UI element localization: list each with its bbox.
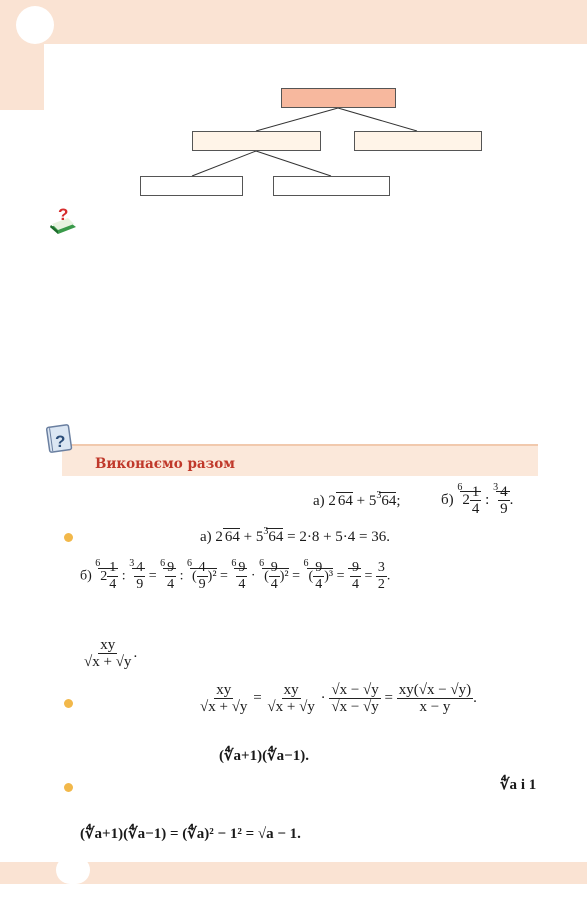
tree-root-box bbox=[281, 88, 396, 108]
tree-left-box bbox=[192, 131, 321, 151]
section-band-rule bbox=[62, 444, 538, 446]
example2-solution: $\frac{xy}{√x + √y}$ = $\frac{xy}{√x + √y}$ · $\frac{√x - √y}{√x - √y}$ = $\frac{xy(√x - √y)}{x - y}$ . bbox=[200, 682, 477, 715]
solution2-bullet bbox=[64, 699, 73, 708]
example1-task-a: а) 2 $64 + 5^364$; bbox=[313, 490, 401, 509]
solution3-bullet bbox=[64, 783, 73, 792]
tree-right-box bbox=[354, 131, 482, 151]
footer-circle-marker bbox=[56, 856, 90, 884]
example3-expression: (∜a+1)(∜a−1). bbox=[219, 748, 309, 764]
example1-task-b: б) $^6$2 $\frac{1}{4}$ : $^3$ $\frac{4}{9}$ . bbox=[441, 482, 514, 517]
tree-leaf-left-box bbox=[140, 176, 243, 196]
tree-leaf-right-box bbox=[273, 176, 390, 196]
svg-text:?: ? bbox=[58, 205, 69, 224]
svg-text:?: ? bbox=[55, 432, 66, 451]
section-title: Виконаємо разом bbox=[95, 456, 235, 472]
example3-tail: ∜a і 1 bbox=[500, 777, 537, 793]
notebook-question-icon bbox=[44, 423, 76, 455]
example2-expression: $\frac{xy}{√x + √y}$ . bbox=[84, 637, 138, 670]
example3-solution: (∜a+1)(∜a−1) = (∜a)² − 1² = √a − 1. bbox=[80, 826, 301, 842]
question-book-icon bbox=[48, 205, 78, 235]
example1-solution-a: а) 2 $64 + 5^364 = 2\cdot 8 + 5\cdot 4 = 36$. bbox=[200, 526, 390, 545]
example1-solution-b: б) $^6$2 $\frac{1}{4}$ : $^3$ $\frac{4}{9}$ = $^6$ $\frac{9}{4}$ : $^6$( $\frac{4}{9}$ )² = $^6$ $\frac{9}{4}$ · $^6$( $\frac{9}{4}$ )² = $^6$( $\frac{9}{4}$ )³ = $\frac{9}{4}$ = $\frac{3}{2}$ . bbox=[80, 558, 391, 592]
solution1-bullet bbox=[64, 533, 73, 542]
